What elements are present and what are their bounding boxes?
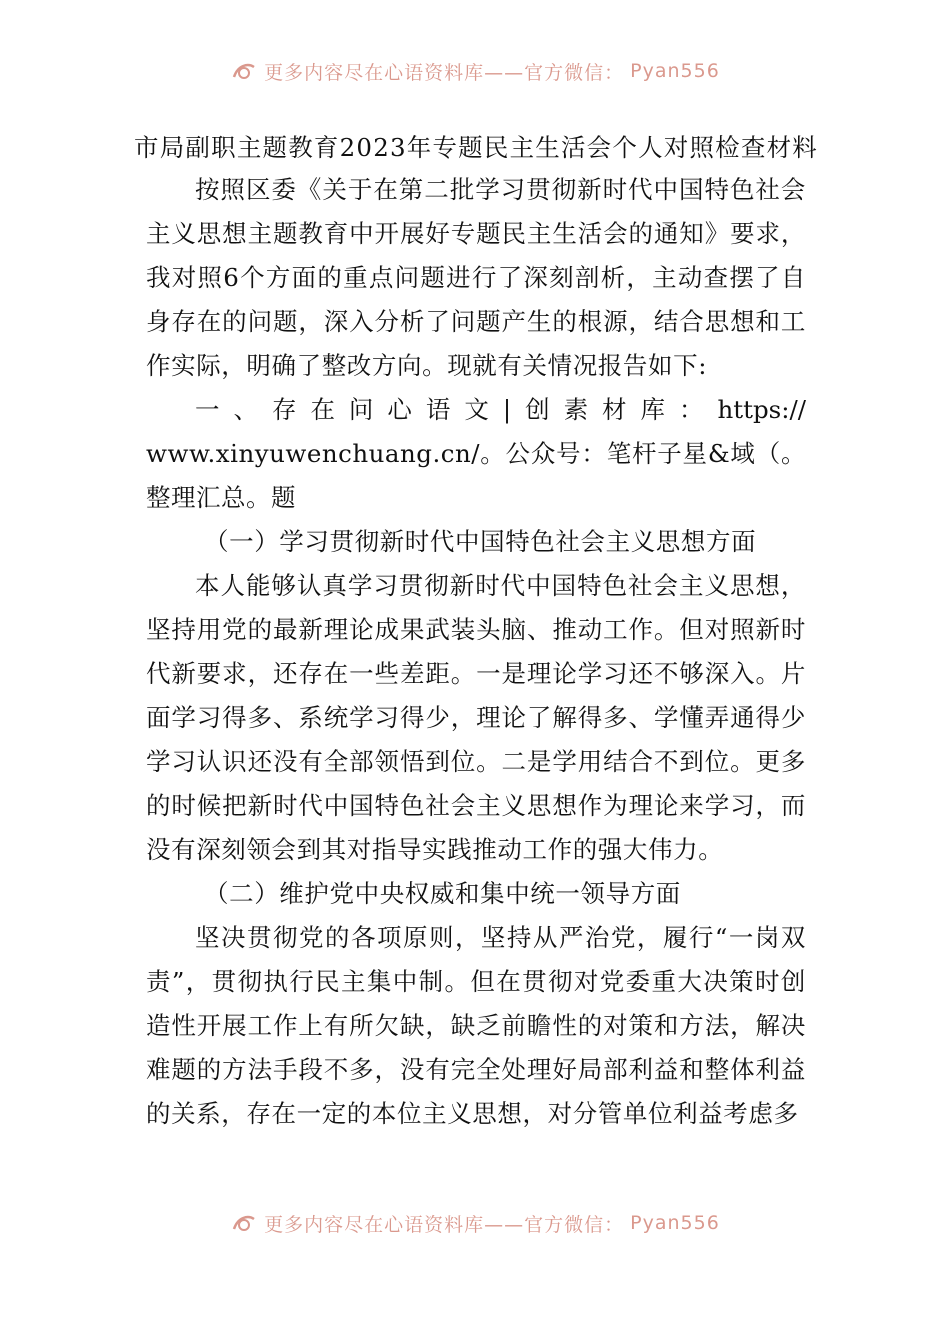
watermark-text: 更多内容尽在心语资料库——官方微信： [264,61,625,84]
watermark-header [0,56,950,86]
watermark-text: 更多内容尽在心语资料库——官方微信： [264,1213,625,1236]
watermark-footer [0,1208,950,1238]
subsection-2-body: 坚决贯彻党的各项原则，坚持从严治党，履行“一岗双责”，贯彻执行民主集中制。但在贯彻对党委重大决策时创造性开展工作上有所欠缺，缺乏前瞻性的对策和方法，解决难题的方法手段不多，没有完全处理好局部利益和整体利益的关系，存在一定的本位主义思想，对分管单位利益考虑多 [146,923,806,1128]
section-heading-line1: 一、存在问心语文|创素材库：https:// [195,395,806,424]
watermark-id: Pyan556 [630,1212,720,1234]
document-title: 市局副职主题教育2023年专题民主生活会个人对照检查材料 [134,133,818,162]
section-heading-line2: www.xinyuwenchuang.cn/。公众号：笔杆子星&域（。整理汇总。题 [146,439,806,512]
watermark-id: Pyan556 [630,60,720,82]
intro-paragraph: 按照区委《关于在第二批学习贯彻新时代中国特色社会主义思想主题教育中开展好专题民主生活会的通知》要求，我对照6个方面的重点问题进行了深刻剖析，主动查摆了自身存在的问题，深入分析了问题产生的根源，结合思想和工作实际，明确了整改方向。现就有关情况报告如下: [146,175,806,380]
watermark-logo-icon [230,1211,258,1235]
subsection-1-body: 本人能够认真学习贯彻新时代中国特色社会主义思想，坚持用党的最新理论成果武装头脑、推动工作。但对照新时代新要求，还存在一些差距。一是理论学习还不够深入。片面学习得多、系统学习得少，理论了解得多、学懂弄通得少学习认识还没有全部领悟到位。二是学用结合不到位。更多的时候把新时代中国特色社会主义思想作为理论来学习，而没有深刻领会到其对指导实践推动工作的强大伟力。 [146,571,806,864]
document-page [134,128,818,1136]
subsection-1-title: （一）学习贯彻新时代中国特色社会主义思想方面 [204,527,757,556]
watermark-logo-icon [230,59,258,83]
subsection-2-title: （二）维护党中央权威和集中统一领导方面 [204,879,681,908]
